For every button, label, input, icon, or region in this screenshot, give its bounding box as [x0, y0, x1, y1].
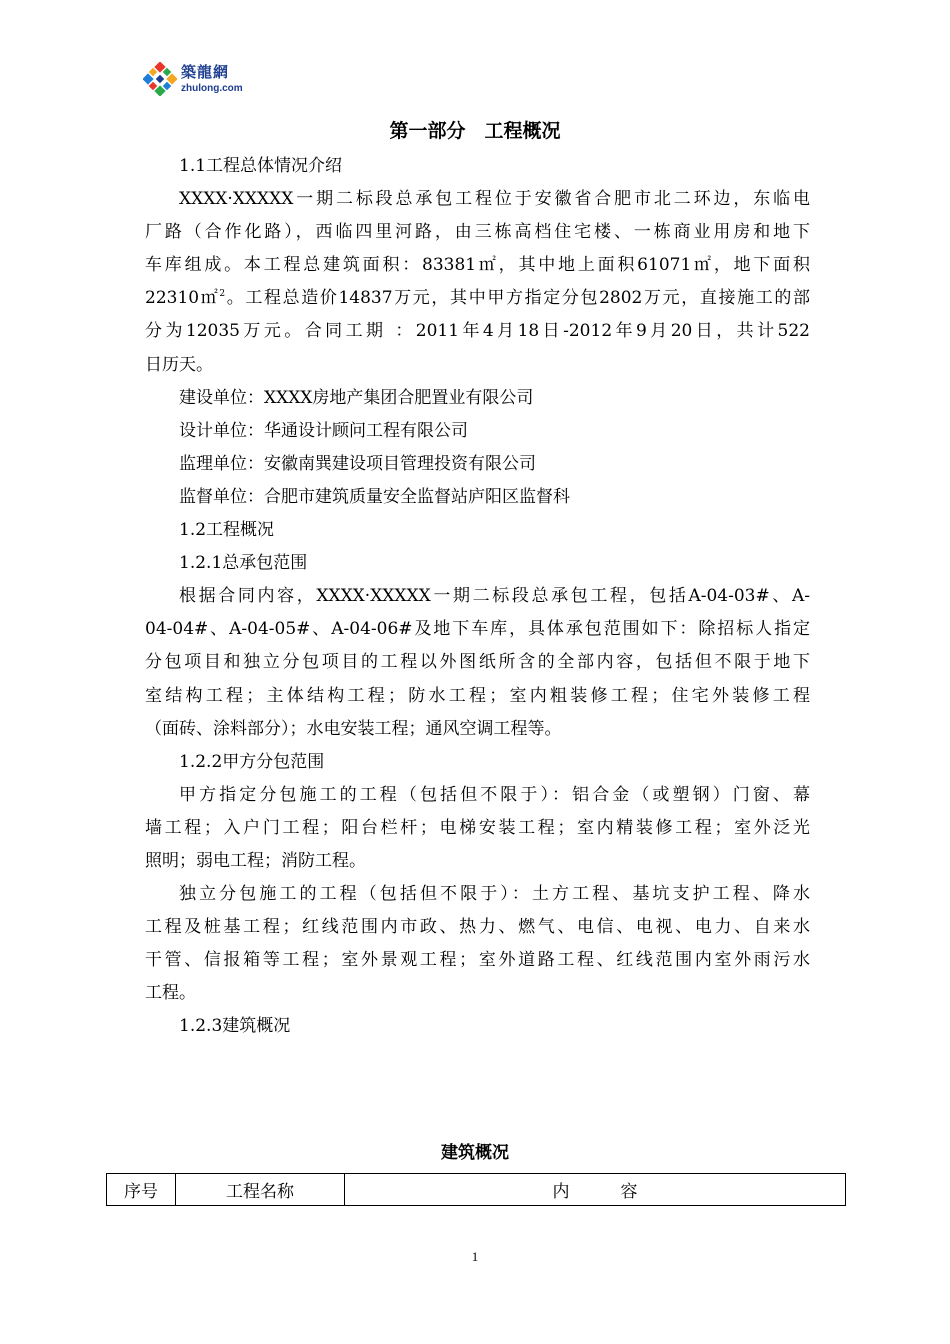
paragraph-line: XXXX·XXXXX一期二标段总承包工程位于安徽省合肥市北二环边，东临电 — [179, 189, 810, 210]
paragraph-line: 墙工程；入户门工程；阳台栏杆；电梯安装工程；室内精装修工程；室外泛光 — [145, 817, 810, 838]
paragraph-line: 厂路（合作化路），西临四里河路，由三栋高档住宅楼、一栋商业用房和地下 — [145, 222, 810, 243]
paragraph-line: 甲方指定分包施工的工程（包括但不限于）：铝合金（或塑钢）门窗、幕 — [179, 784, 810, 805]
area-text: 车库组成。本工程总建筑面积：83381㎡，其中地上面积61071㎡，地下面积 — [145, 255, 810, 276]
heading-1-2-3: 1.2.3建筑概况 — [179, 1016, 291, 1037]
header-cell-index: 序号 — [107, 1174, 176, 1206]
paragraph-line: 独立分包施工的工程（包括但不限于）：土方工程、基坑支护工程、降水 — [179, 884, 810, 905]
paragraph-line-area — [145, 249, 810, 282]
builder-unit: 建设单位：XXXX房地产集团合肥置业有限公司 — [179, 387, 534, 408]
unit-superscript: 2 — [219, 289, 226, 300]
header-cell-content: 内 容 — [345, 1174, 846, 1206]
logo-name: 築龍網 — [181, 62, 230, 81]
paragraph-line: 分为12035万元。合同工期 ：2011年4月18日-2012年9月20日，共计522 — [145, 321, 810, 342]
header-cell-name: 工程名称 — [176, 1174, 345, 1206]
building-summary-table — [106, 1173, 846, 1206]
zhulong-logo — [143, 62, 243, 96]
logo-mark-icon — [143, 62, 177, 96]
heading-1-1: 1.1工程总体情况介绍 — [179, 156, 343, 176]
paragraph-line: 工程及桩基工程；红线范围内市政、热力、燃气、电信、电视、电力、自来水 — [145, 917, 810, 938]
table-title: 建筑概况 — [441, 1143, 509, 1163]
page-number: 1 — [471, 1249, 479, 1264]
document-body — [145, 150, 810, 1044]
inspector-unit: 监督单位：合肥市建筑质量安全监督站庐阳区监督科 — [179, 486, 570, 507]
cost-text: 。工程总造价14837万元，其中甲方指定分包2802万元，直接施工的部 — [225, 288, 810, 309]
paragraph-line: 04-04#、A-04-05#、A-04-06#及地下车库，具体承包范围如下：除招标人指定 — [145, 619, 810, 640]
table-header-row — [107, 1174, 846, 1206]
designer-unit: 设计单位：华通设计顾问工程有限公司 — [179, 420, 468, 441]
underground-area: 22310㎡ — [145, 288, 220, 309]
heading-1-2-2: 1.2.2甲方分包范围 — [179, 751, 325, 772]
paragraph-line: 日历天。 — [145, 354, 213, 375]
paragraph-line-cost — [145, 282, 810, 315]
paragraph-line: 分包项目和独立分包项目的工程以外图纸所含的全部内容，包括但不限于地下 — [145, 652, 810, 673]
heading-1-2-1: 1.2.1总承包范围 — [179, 553, 308, 574]
paragraph-line: 室结构工程；主体结构工程；防水工程；室内粗装修工程；住宅外装修工程 — [145, 685, 810, 706]
paragraph-line: 照明；弱电工程；消防工程。 — [145, 850, 366, 871]
supervisor-unit: 监理单位：安徽南巽建设项目管理投资有限公司 — [179, 453, 536, 474]
paragraph-line: 干管、信报箱等工程；室外景观工程；室外道路工程、红线范围内室外雨污水 — [145, 950, 810, 971]
logo-domain: zhulong.com — [181, 82, 243, 94]
part-title: 第一部分 工程概况 — [389, 120, 561, 142]
paragraph-line: 根据合同内容，XXXX·XXXXX一期二标段总承包工程，包括A-04-03#、A- — [179, 586, 810, 607]
paragraph-line: （面砖、涂料部分）；水电安装工程；通风空调工程等。 — [145, 718, 562, 739]
heading-1-2: 1.2工程概况 — [179, 520, 275, 541]
paragraph-line: 工程。 — [145, 983, 196, 1004]
